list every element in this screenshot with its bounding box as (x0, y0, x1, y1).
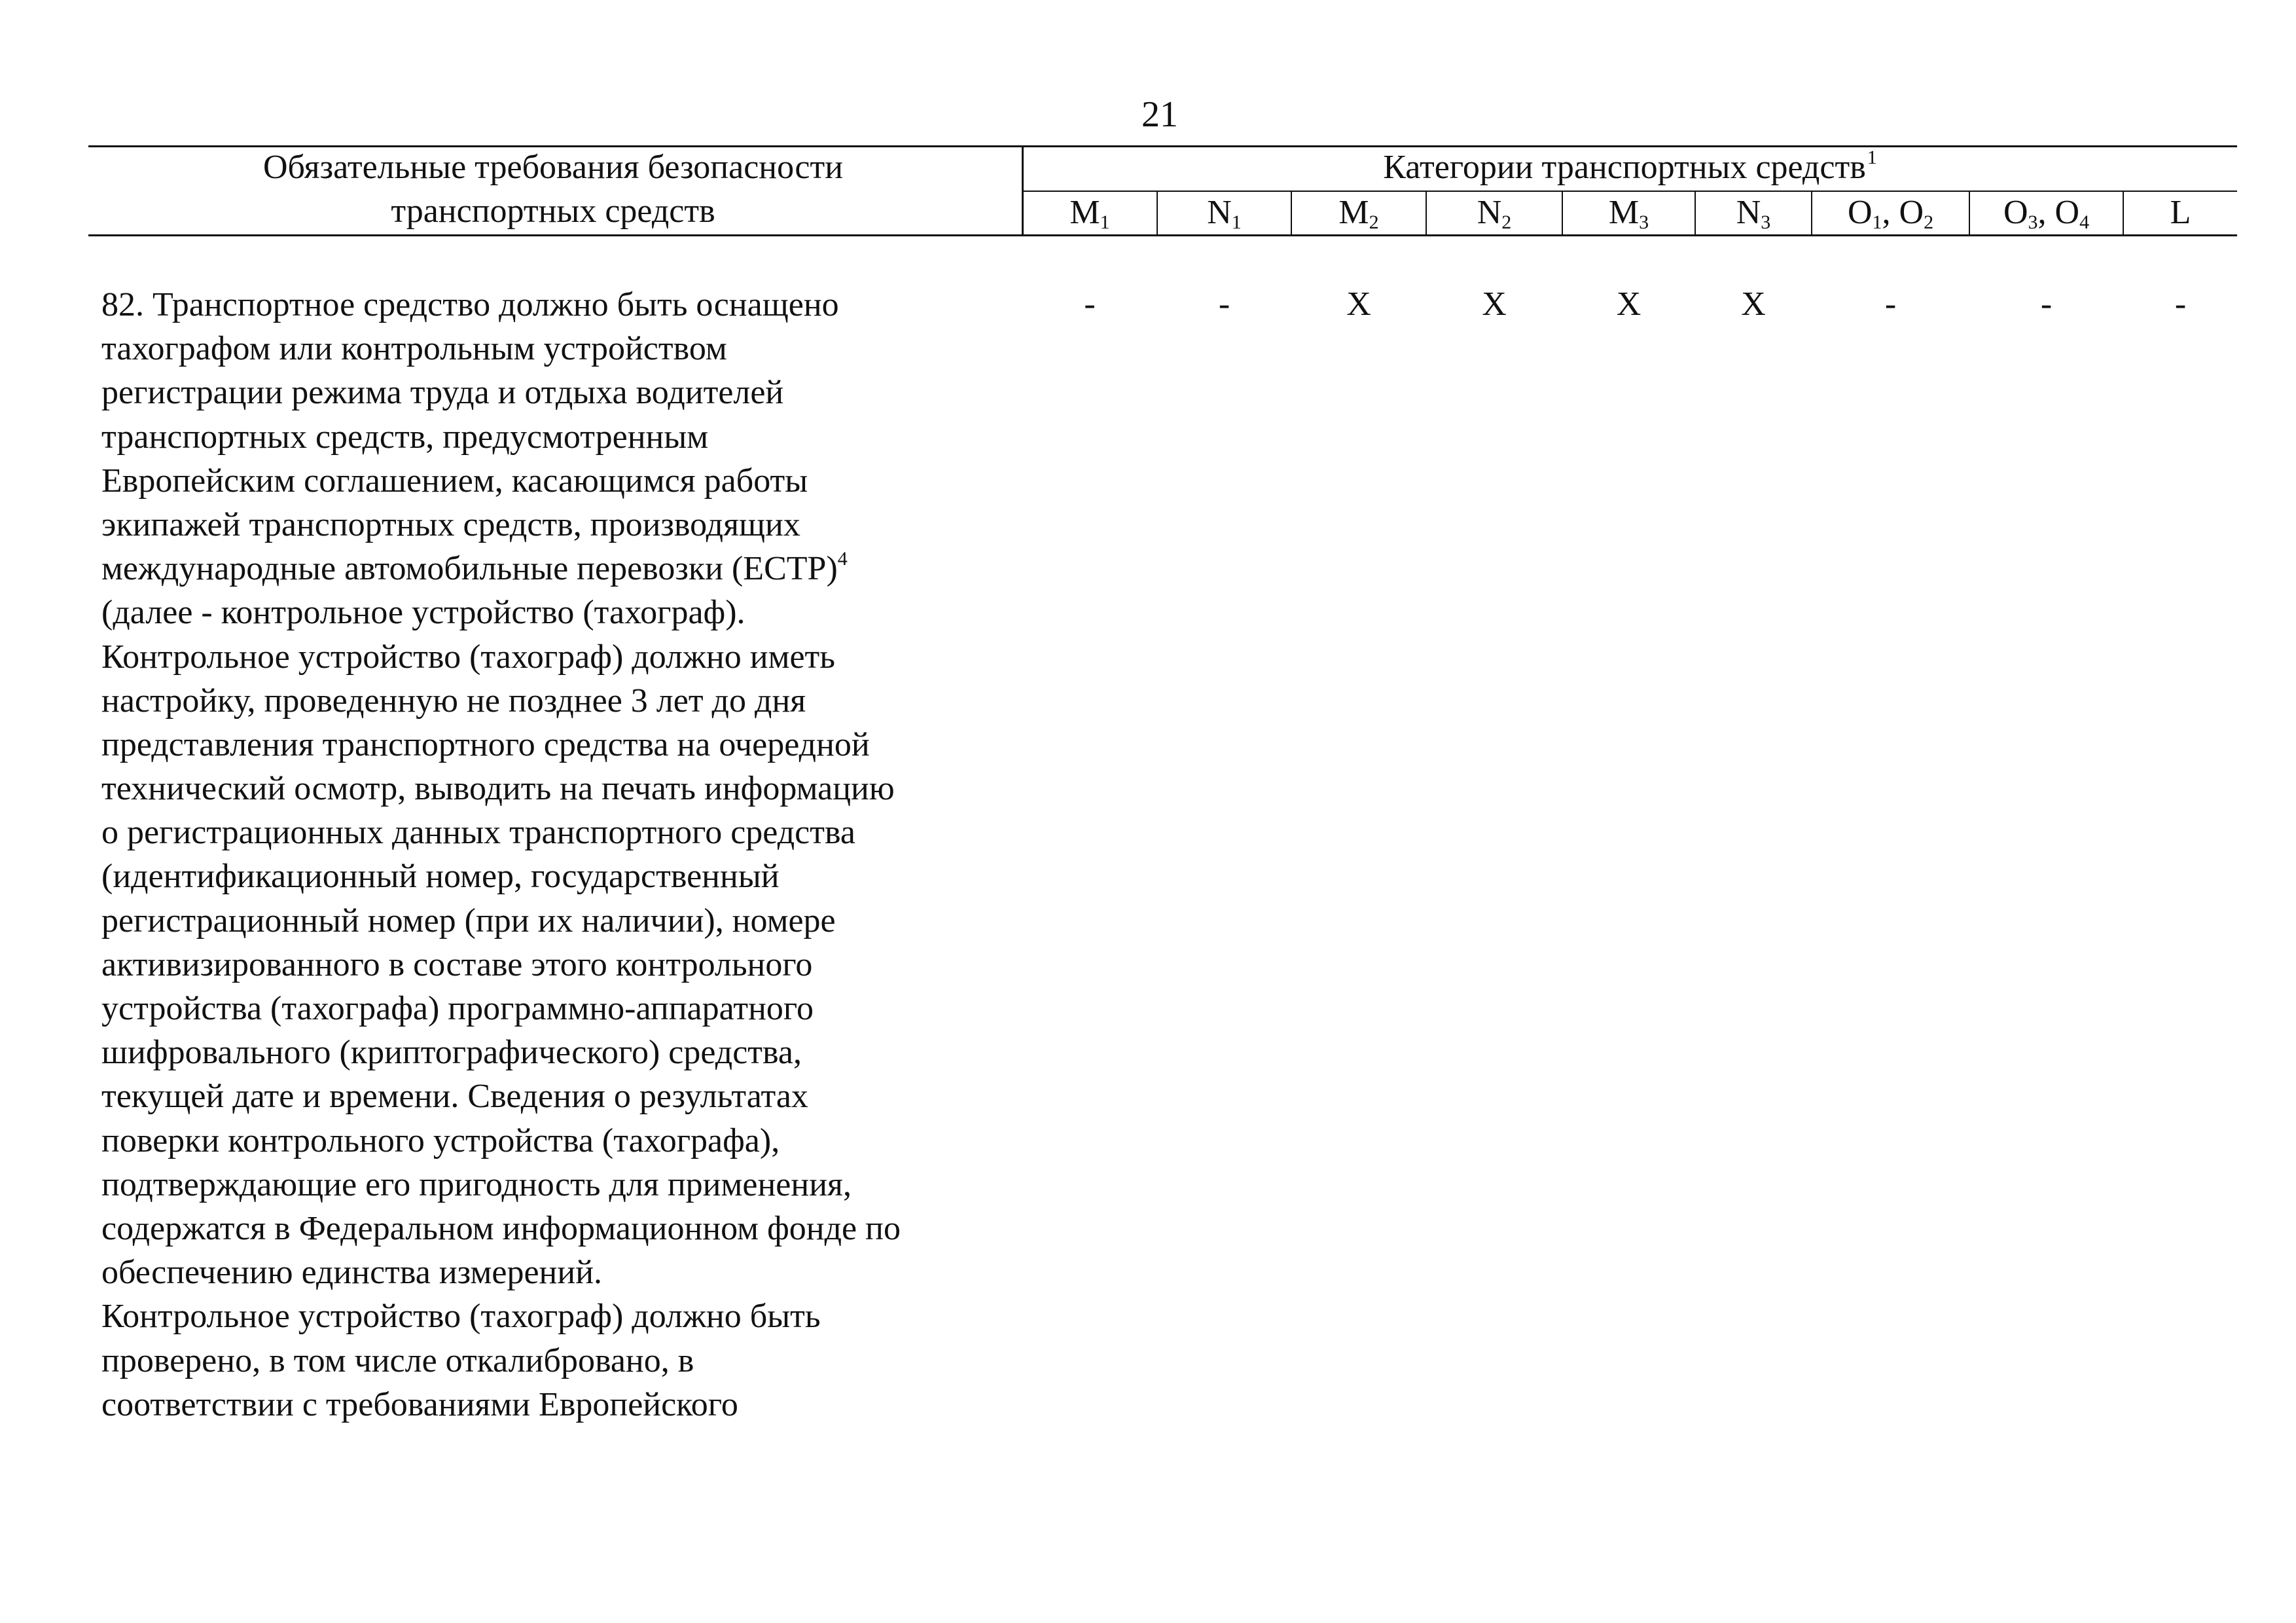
text-line: обеспечению единства измерений. (101, 1254, 603, 1292)
text-line: регистрации режима труда и отдыха водителей (101, 374, 784, 412)
text-line: Европейским соглашением, касающимся работы (101, 462, 808, 500)
text-line: содержатся в Федеральном информационном фонде по (101, 1209, 901, 1247)
category-m1: $M_1$ (1069, 194, 1110, 233)
page-number: 21 (1141, 94, 1178, 135)
category-o1-o2: $O_1$, $O_2$ (1847, 194, 1934, 233)
text-line: проверено, в том числе откалибровано, в (101, 1341, 694, 1379)
table-header-bottom-rule (88, 234, 2237, 236)
text-line: технический осмотр, выводить на печать информацию (101, 770, 895, 808)
category-n2: $N_2$ (1477, 194, 1512, 233)
category-o3-o4: $O_3$, $O_4$ (2003, 194, 2090, 233)
text-line: (идентификационный номер, государственный (101, 858, 780, 896)
text-line: шифровального (криптографического) средства, (101, 1034, 802, 1072)
text-line: устройства (тахографа) программно-аппаратного (101, 990, 814, 1027)
mark-o3-o4: - (2040, 285, 2053, 323)
header-left-line-1: Обязательные требования безопасности (262, 149, 844, 186)
text-line: транспортных средств, предусмотренным (101, 418, 709, 456)
text-line: регистрационный номер (при их наличии), номере (101, 902, 836, 939)
category-m2: $M_2$ (1338, 194, 1379, 233)
text-line: настройку, проведенную не позднее 3 лет до дня (101, 682, 806, 720)
text-line: экипажей транспортных средств, производящих (101, 505, 800, 543)
mark-l: - (2174, 285, 2187, 323)
text-line: активизированного в составе этого контрольного (101, 945, 813, 983)
mark-n3: X (1741, 285, 1766, 323)
category-n3: $N_3$ (1736, 194, 1771, 233)
categories-header-text: Категории транспортных средств (1383, 149, 1866, 186)
header-left-line-2: транспортных средств (391, 192, 715, 230)
text-line: Контрольное устройство (тахограф) должно иметь (101, 638, 835, 676)
text-line-with-footnote: международные автомобильные перевозки (ЕСТР)$^4$ (101, 548, 848, 588)
category-l: L (2170, 194, 2191, 231)
mark-m2: X (1346, 285, 1371, 323)
text-line: представления транспортного средства на очередной (101, 725, 870, 763)
text-line: тахографом или контрольным устройством (101, 330, 727, 368)
requirement-82-text (101, 283, 1044, 1427)
text-line: соответствии с требованиями Европейского (101, 1385, 738, 1423)
text-line: подтверждающие его пригодность для применения, (101, 1165, 852, 1203)
text-line: о регистрационных данных транспортного средства (101, 814, 855, 852)
requirements-column-header (88, 145, 1018, 233)
mark-n2: X (1482, 285, 1507, 323)
text-line: Контрольное устройство (тахограф) должно быть (101, 1298, 821, 1336)
text-line: поверки контрольного устройства (тахографа), (101, 1122, 780, 1159)
ectr-footnote-mark: 4 (837, 548, 848, 570)
mark-o1-o2: - (1884, 285, 1897, 323)
category-m3: $M_3$ (1608, 194, 1649, 233)
text-line: (далее - контрольное устройство (тахограф). (101, 594, 745, 632)
mark-m3: X (1616, 285, 1641, 323)
text-line: текущей дате и времени. Сведения о результатах (101, 1078, 808, 1116)
category-n1: $N_1$ (1207, 194, 1242, 233)
mark-m1: - (1084, 285, 1096, 323)
mark-n1: - (1218, 285, 1230, 323)
text-line: 82. Транспортное средство должно быть оснащено (101, 286, 839, 323)
categories-column-header (1023, 145, 2237, 194)
categories-header-footnote: 1 (1867, 147, 1877, 168)
